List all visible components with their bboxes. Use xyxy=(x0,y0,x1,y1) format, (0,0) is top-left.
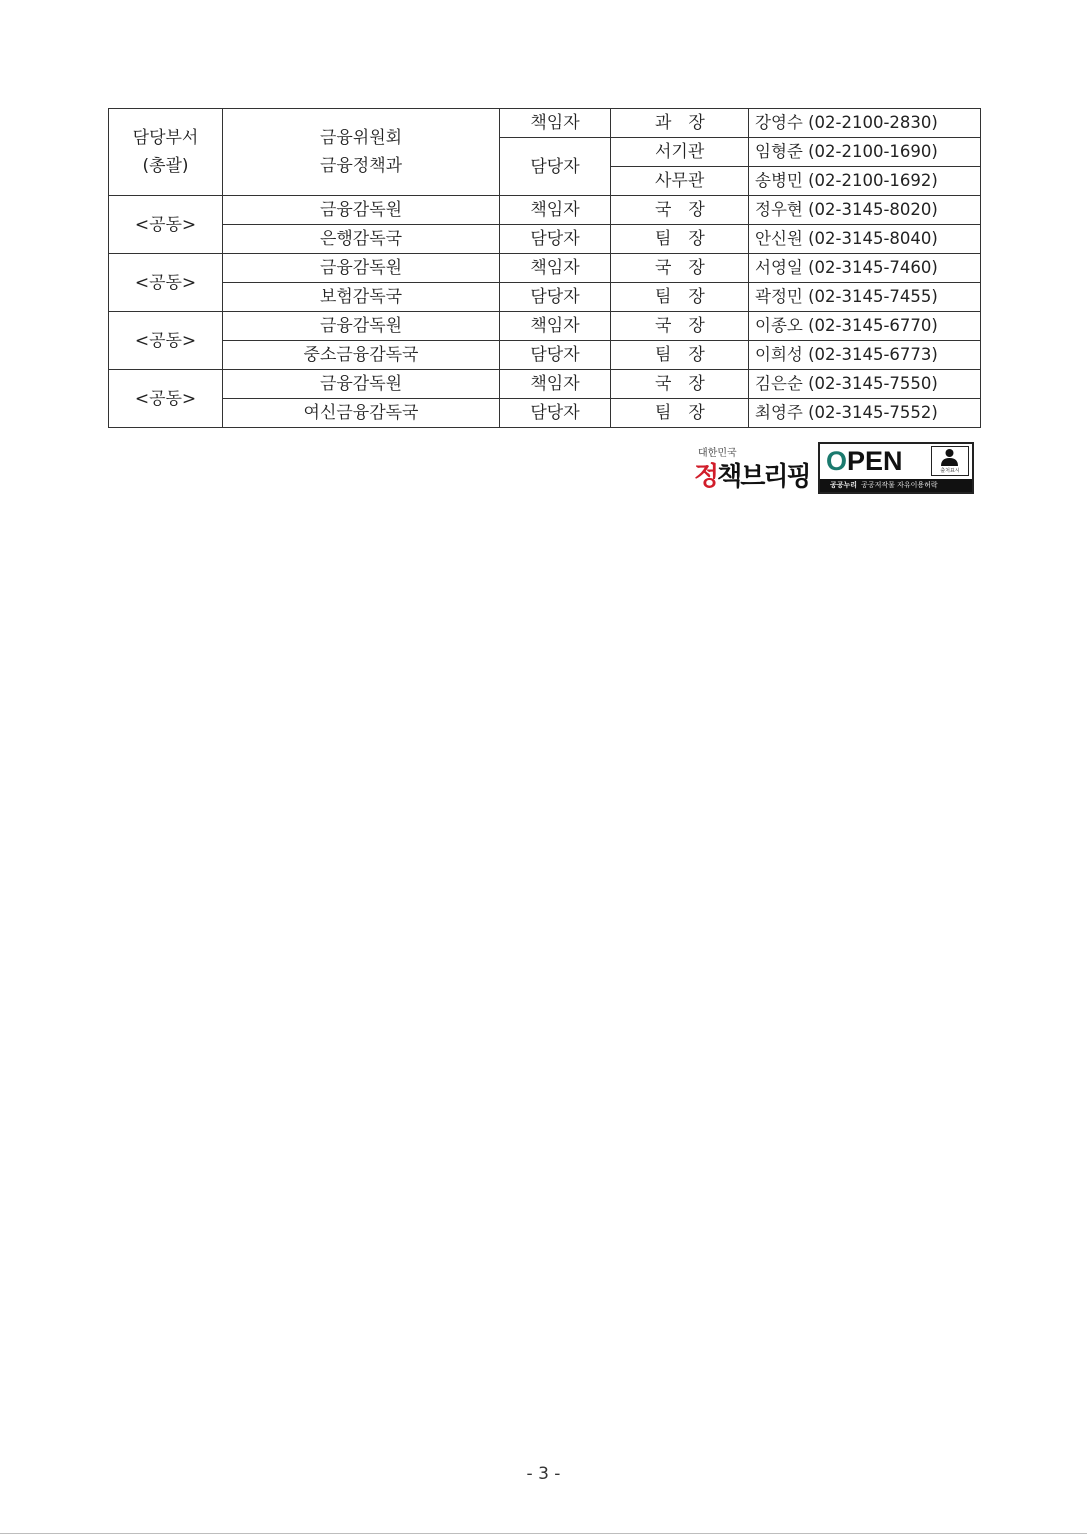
title-cell: 국 장 xyxy=(611,196,749,225)
org-division: 금융정책과 xyxy=(319,156,403,176)
person-name: 강영수 xyxy=(755,113,803,132)
name-phone-cell xyxy=(749,399,981,428)
role-cell: 담당자 xyxy=(500,341,611,370)
role-cell: 책임자 xyxy=(500,312,611,341)
org-division: 보험감독국 xyxy=(223,283,500,312)
kogl-open-license-logo xyxy=(818,442,974,494)
role-cell: 담당자 xyxy=(500,138,611,196)
title-cell: 사무관 xyxy=(611,167,749,196)
role-cell: 담당자 xyxy=(500,283,611,312)
dept-cell: <공동> xyxy=(109,196,223,254)
phone-number: (02-3145-8040) xyxy=(808,229,938,248)
kogl-bar xyxy=(820,479,972,492)
phone-number: (02-2100-2830) xyxy=(808,113,938,132)
table-row xyxy=(109,196,981,225)
org-name: 금융감독원 xyxy=(223,196,500,225)
person-name: 정우현 xyxy=(755,200,803,219)
name-phone-cell xyxy=(749,109,981,138)
person-name: 최영주 xyxy=(755,403,803,422)
person-name: 송병민 xyxy=(755,171,803,190)
phone-number: (02-3145-7460) xyxy=(808,258,938,277)
name-phone-cell xyxy=(749,341,981,370)
role-cell: 책임자 xyxy=(500,109,611,138)
dept-cell: <공동> xyxy=(109,254,223,312)
role-cell: 담당자 xyxy=(500,225,611,254)
phone-number: (02-3145-7552) xyxy=(808,403,938,422)
title-cell: 과 장 xyxy=(611,109,749,138)
phone-number: (02-3145-7550) xyxy=(808,374,938,393)
person-name: 김은순 xyxy=(755,374,803,393)
open-wordmark: OPEN xyxy=(826,446,903,476)
person-icon xyxy=(932,447,967,469)
org-division: 중소금융감독국 xyxy=(223,341,500,370)
footer-divider xyxy=(0,1533,1087,1534)
name-phone-cell xyxy=(749,312,981,341)
person-name: 이종오 xyxy=(755,316,803,335)
name-phone-cell xyxy=(749,283,981,312)
dept-cell: <공동> xyxy=(109,312,223,370)
person-name: 서영일 xyxy=(755,258,803,277)
attribution-label: 출처표시 xyxy=(940,468,960,474)
dept-label: 담당부서 xyxy=(132,128,199,148)
phone-number: (02-2100-1692) xyxy=(808,171,938,190)
dept-cell: <공동> xyxy=(109,370,223,428)
title-cell: 서기관 xyxy=(611,138,749,167)
role-cell: 책임자 xyxy=(500,370,611,399)
phone-number: (02-3145-6773) xyxy=(808,345,938,364)
org-name: 금융감독원 xyxy=(223,370,500,399)
org-name: 금융위원회 xyxy=(319,128,403,148)
table-row xyxy=(109,399,981,428)
name-phone-cell xyxy=(749,138,981,167)
title-cell: 국 장 xyxy=(611,370,749,399)
policy-briefing-logo-text: 정책브리핑 xyxy=(694,462,810,492)
dept-sublabel: (총괄) xyxy=(142,156,189,176)
name-phone-cell xyxy=(749,370,981,399)
division-cell xyxy=(223,109,500,196)
phone-number: (02-3145-6770) xyxy=(808,316,938,335)
person-name: 안신원 xyxy=(755,229,803,248)
role-cell: 책임자 xyxy=(500,254,611,283)
title-cell: 팀 장 xyxy=(611,283,749,312)
name-phone-cell xyxy=(749,225,981,254)
org-name: 금융감독원 xyxy=(223,254,500,283)
phone-number: (02-3145-8020) xyxy=(808,200,938,219)
person-name: 이희성 xyxy=(755,345,803,364)
kogl-bar-text: 공공저작물 자유이용허락 xyxy=(861,481,938,489)
logo-area xyxy=(694,442,980,496)
person-name: 곽정민 xyxy=(755,287,803,306)
title-cell: 국 장 xyxy=(611,254,749,283)
attribution-person-icon xyxy=(931,446,969,476)
table-row xyxy=(109,312,981,341)
name-phone-cell xyxy=(749,196,981,225)
title-cell: 팀 장 xyxy=(611,225,749,254)
role-cell: 책임자 xyxy=(500,196,611,225)
title-cell: 팀 장 xyxy=(611,341,749,370)
table-row xyxy=(109,225,981,254)
title-cell: 팀 장 xyxy=(611,399,749,428)
page-number: - 3 - xyxy=(526,1464,561,1484)
kogl-bar-title: 공공누리 xyxy=(830,481,858,489)
table-row xyxy=(109,370,981,399)
policy-briefing-logo xyxy=(694,444,810,494)
phone-number: (02-3145-7455) xyxy=(808,287,938,306)
org-division: 은행감독국 xyxy=(223,225,500,254)
policy-briefing-logo-small-text: 대한민국 xyxy=(698,448,737,459)
name-phone-cell xyxy=(749,254,981,283)
org-name: 금융감독원 xyxy=(223,312,500,341)
name-phone-cell xyxy=(749,167,981,196)
phone-number: (02-2100-1690) xyxy=(808,142,938,161)
role-cell: 담당자 xyxy=(500,399,611,428)
table-row xyxy=(109,254,981,283)
title-cell: 국 장 xyxy=(611,312,749,341)
dept-cell xyxy=(109,109,223,196)
org-division: 여신금융감독국 xyxy=(223,399,500,428)
table-row xyxy=(109,109,981,138)
table-row xyxy=(109,283,981,312)
contacts-table xyxy=(108,108,981,428)
table-row xyxy=(109,341,981,370)
person-name: 임형준 xyxy=(755,142,803,161)
